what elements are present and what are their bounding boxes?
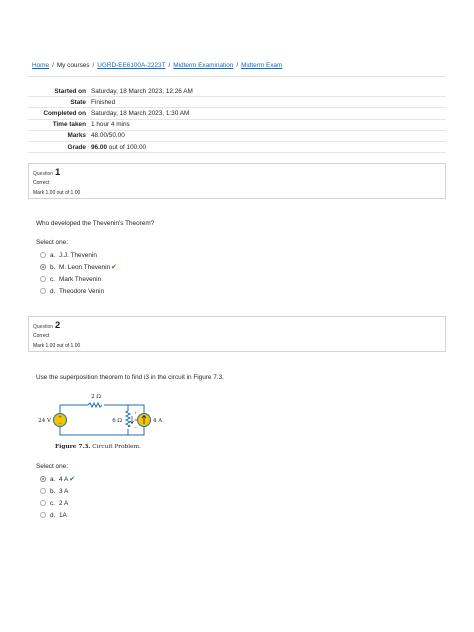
- option-c[interactable]: c. Mark Thevenin: [40, 273, 117, 285]
- question-2-options: [40, 473, 75, 521]
- resistor-2ohm-label: 2 Ω: [91, 394, 101, 400]
- radio-button[interactable]: [40, 288, 46, 294]
- option-c[interactable]: c. 2 A: [40, 497, 75, 509]
- question-1-info: Question 1 Correct Mark 1.00 out of 1.00: [28, 163, 446, 199]
- current-source-label: 4 A: [153, 418, 163, 424]
- breadcrumb-course[interactable]: UGRD-EE6100A-2223T: [97, 62, 166, 69]
- select-one-label: Select one:: [36, 463, 68, 470]
- option-a[interactable]: a. 4 A ✔: [40, 473, 75, 485]
- breadcrumb-separator: /: [236, 62, 239, 69]
- question-state: Correct: [33, 180, 50, 186]
- summary-row-state: State Finished: [28, 97, 446, 108]
- question-mark: Mark 1.00 out of 1.00: [33, 190, 81, 196]
- breadcrumb-quiz[interactable]: Midterm Exam: [241, 62, 283, 69]
- question-number: 1: [55, 167, 61, 178]
- option-b[interactable]: b. 3 A: [40, 485, 75, 497]
- check-icon: ✔: [69, 476, 76, 483]
- svg-text:−: −: [134, 426, 137, 430]
- summary-row-started: Started on Saturday, 18 March 2023, 12:26 AM: [28, 86, 446, 97]
- resistor-6ohm: [126, 411, 130, 427]
- option-b[interactable]: b. M. Leon Thevenin ✔: [40, 261, 117, 273]
- radio-button-selected[interactable]: [40, 264, 46, 270]
- resistor-6ohm-label: 6 Ω: [112, 418, 122, 424]
- select-one-label: Select one:: [36, 239, 68, 246]
- option-d[interactable]: d. 1A: [40, 509, 75, 521]
- radio-button[interactable]: [40, 252, 46, 258]
- breadcrumb-my-courses: My courses: [56, 62, 90, 69]
- summary-row-marks: Marks 48.00/50.00: [28, 131, 446, 142]
- summary-row-time: Time taken 1 hour 4 mins: [28, 120, 446, 131]
- breadcrumb-separator: /: [92, 62, 95, 69]
- grade-value: 96.00: [91, 143, 107, 151]
- current-arrow-icon: [131, 416, 134, 424]
- breadcrumb: [32, 62, 282, 69]
- radio-button-selected[interactable]: [40, 476, 46, 482]
- summary-row-grade: Grade 96.00 out of 100.00: [28, 142, 446, 153]
- grade-suffix: out of 100.00: [108, 143, 147, 151]
- question-2-text: Use the superposition theorem to find i3 in the circuit in Figure 7.3.: [36, 374, 224, 381]
- svg-text:+: +: [58, 414, 62, 419]
- breadcrumb-separator: /: [52, 62, 54, 69]
- i3-label: i₃: [134, 417, 138, 422]
- svg-text:−: −: [58, 420, 62, 426]
- breadcrumb-home[interactable]: Home: [32, 62, 50, 69]
- question-state: Correct: [33, 333, 50, 339]
- voltage-source-label: 24 V: [38, 418, 51, 424]
- option-d[interactable]: d. Theodore Venin: [40, 285, 117, 297]
- breadcrumb-separator: /: [168, 62, 171, 69]
- radio-button[interactable]: [40, 500, 46, 506]
- attempt-summary-table: [28, 86, 446, 153]
- question-mark: Mark 1.00 out of 1.00: [33, 343, 81, 349]
- radio-button[interactable]: [40, 488, 46, 494]
- svg-text:+: +: [134, 411, 137, 415]
- question-1-text: Who developed the Thevenin's Theorem?: [36, 220, 155, 227]
- check-icon: ✔: [111, 264, 117, 271]
- question-1-options: [40, 249, 117, 297]
- radio-button[interactable]: [40, 512, 46, 518]
- figure-caption: Figure 7.3. Circuit Problem.: [55, 444, 141, 450]
- breadcrumb-section[interactable]: Midterm Examination: [173, 62, 234, 69]
- radio-button[interactable]: [40, 276, 46, 282]
- question-number: 2: [55, 320, 61, 331]
- summary-row-completed: Completed on Saturday, 18 March 2023, 1:30 AM: [28, 108, 446, 119]
- resistor-2ohm: [88, 403, 102, 407]
- option-a[interactable]: a. J.J. Thevenin: [40, 249, 117, 261]
- question-2-info: Question 2 Correct Mark 1.00 out of 1.00: [28, 316, 446, 352]
- breadcrumb-divider: [28, 76, 446, 77]
